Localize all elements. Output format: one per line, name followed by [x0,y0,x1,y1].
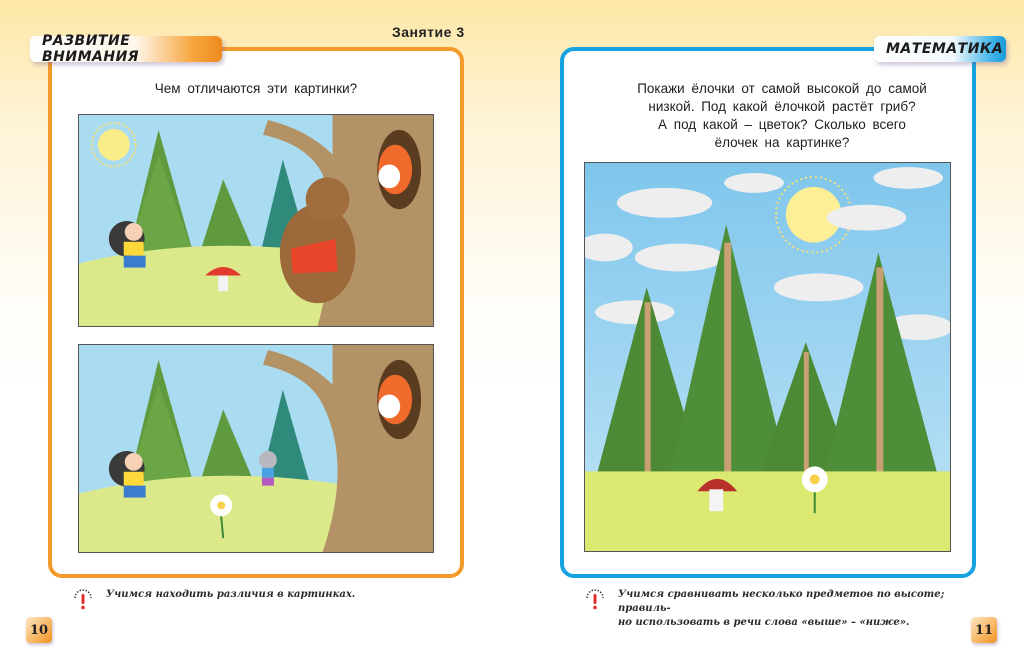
question-text [572,80,992,152]
right-page [512,0,1024,669]
question-line: Покажи ёлочки от самой высокой до самой [637,81,927,96]
question-line: ёлочек на картинке? [714,135,850,150]
question-line: А под какой – цветок? Сколько всего [658,117,906,132]
forest-picture-1 [78,114,434,327]
question-line: низкой. Под какой ёлочкой растёт гриб? [648,99,916,114]
teacher-note [584,588,964,630]
fir-trees-picture [584,162,951,552]
page-number: 10 [26,617,52,643]
teacher-note [72,588,472,612]
note-line: но использовать в речи слова «выше» – «ниже». [618,617,910,628]
note-line: Учимся сравнивать несколько предметов по высоте; правиль- [618,589,945,614]
attention-exclamation-icon [72,588,94,612]
lesson-label: Занятие 3 [392,24,465,40]
page-number: 11 [971,617,997,643]
section-tab-math: МАТЕМАТИКА [874,36,1006,62]
question-text: Чем отличаются эти картинки? [154,81,358,96]
attention-exclamation-icon [584,588,606,612]
note-text: Учимся находить различия в картинках. [106,589,356,600]
section-tab-attention: РАЗВИТИЕ ВНИМАНИЯ [30,36,222,62]
forest-picture-2 [78,344,434,553]
